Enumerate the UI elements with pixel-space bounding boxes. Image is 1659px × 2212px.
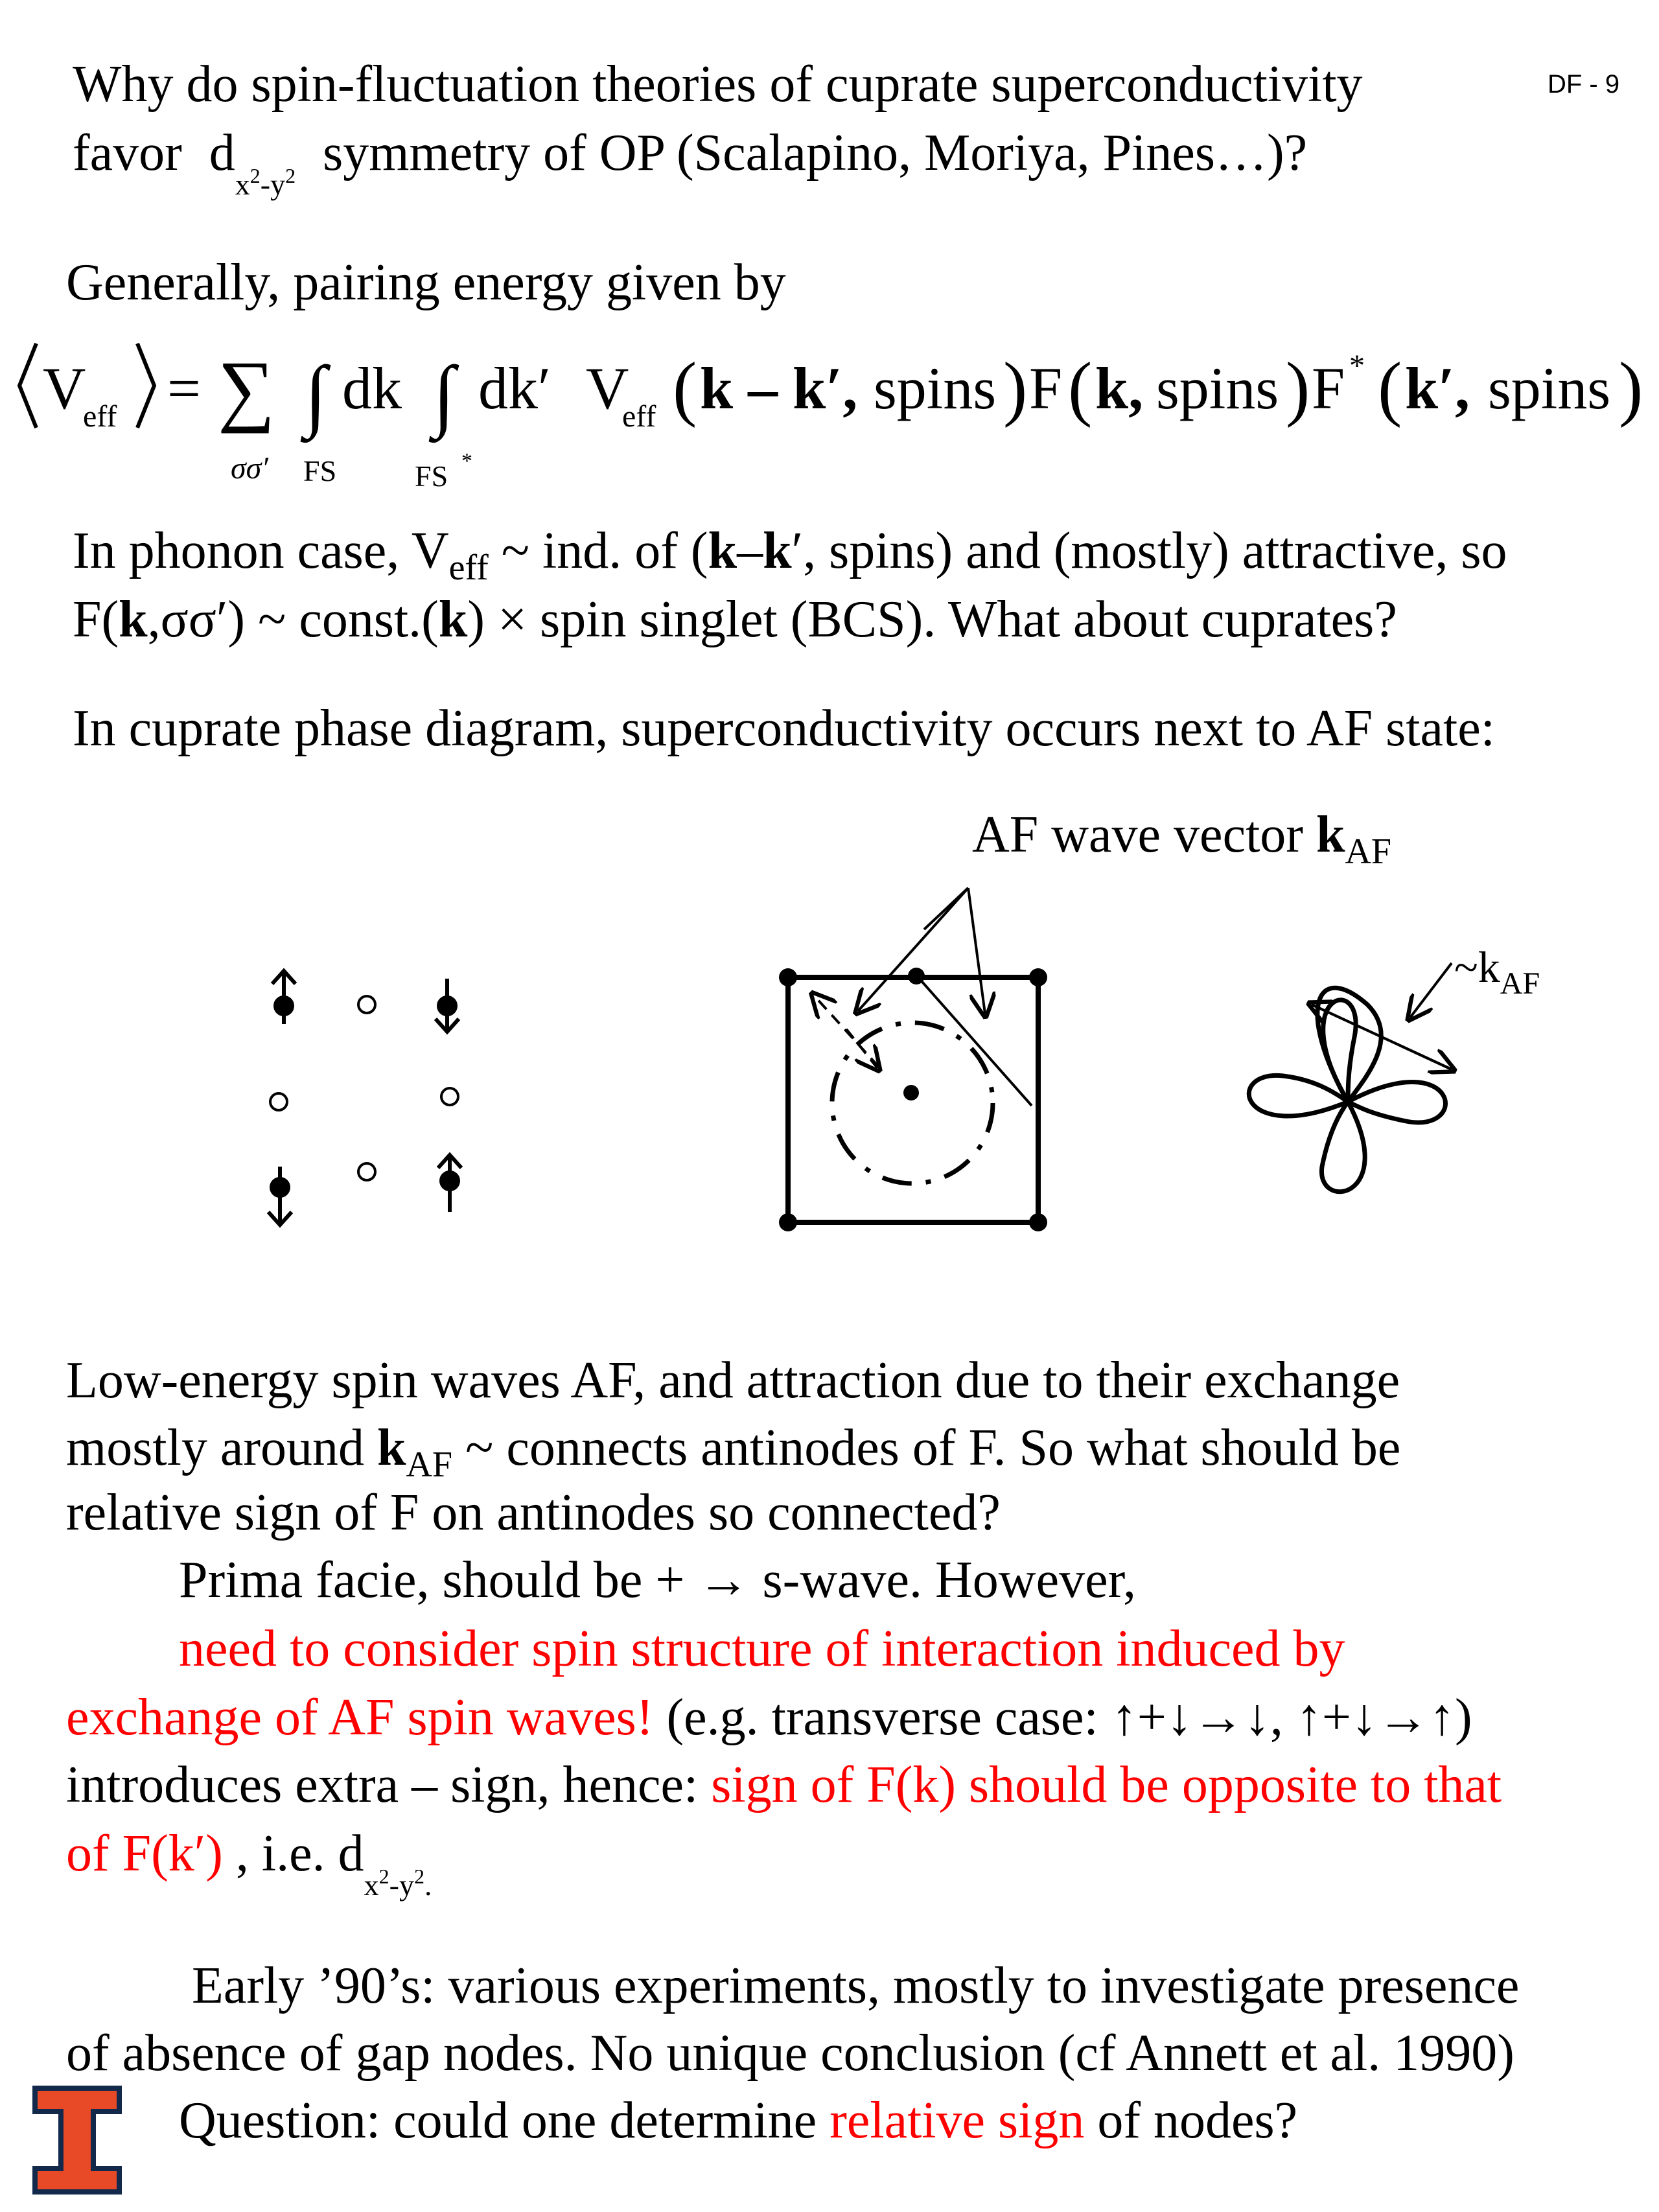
- footer-line-2: of absence of gap nodes. No unique conclusion (cf Annett et al. 1990): [66, 2025, 1514, 2082]
- svg-text:FS: FS: [415, 460, 448, 493]
- svg-text:*: *: [1349, 349, 1365, 383]
- svg-text:(: (: [1068, 348, 1093, 428]
- pairing-energy-equation: [0, 305, 1659, 499]
- body-line-3: relative sign of F on antinodes so connected?: [66, 1484, 1001, 1541]
- svg-text:eff: eff: [622, 399, 656, 434]
- footer-line-3: Question: could one determine relative sign of nodes?: [179, 2092, 1298, 2149]
- body-line-7: introduces extra – sign, hence: sign of F(k) should be opposite to that: [66, 1756, 1502, 1813]
- svg-text:): ): [1286, 348, 1310, 428]
- phonon-line-2: F(k,σσ′) ~ const.(k) × spin singlet (BCS). What about cuprates?: [73, 591, 1397, 648]
- af-diagrams: [0, 797, 1659, 1264]
- brillouin-zone-diagram: [779, 888, 1047, 1231]
- spin-lattice-diagram: [268, 971, 461, 1225]
- svg-text:∫: ∫: [305, 350, 327, 439]
- svg-text:): ): [1003, 348, 1028, 428]
- svg-text:dk: dk: [342, 355, 402, 421]
- body-line-5: need to consider spin structure of interaction induced by: [179, 1620, 1345, 1677]
- intro-text: Generally, pairing energy given by: [66, 254, 786, 311]
- d-symbol: d: [209, 124, 235, 181]
- illinois-logo: [29, 2082, 126, 2198]
- kaf-label: $\sim k_{AF}$: [1454, 942, 1540, 1001]
- slide-number: DF - 9: [1548, 70, 1620, 99]
- body-line-8: of F(k′) , i.e. $d_{x^2-y^2.}$: [66, 1825, 432, 1902]
- svg-text:spins: spins: [1488, 355, 1611, 421]
- d-symbol-2: d: [338, 1825, 364, 1882]
- body-line-2: mostly around $k_{AF}$ ~ connects antinodes of F. So what should be: [66, 1419, 1401, 1485]
- phonon-line-1: In phonon case, $V_{eff}$ ~ ind. of (k–k′, spins) and (mostly) attractive, so: [73, 522, 1507, 588]
- title-line-2: favor $d_{x^2-y^2}$ symmetry of OP (Scalapino, Moriya, Pines…)?: [73, 124, 1308, 201]
- svg-text:(: (: [1378, 348, 1402, 428]
- svg-text:spins: spins: [874, 355, 997, 421]
- svg-text:spins: spins: [1156, 355, 1279, 421]
- svg-text:k,: k,: [1095, 355, 1144, 421]
- svg-text:eff: eff: [83, 399, 117, 434]
- title-line-1: Why do spin-fluctuation theories of cuprate superconductivity: [73, 56, 1363, 113]
- svg-text:k′,: k′,: [1405, 355, 1470, 421]
- svg-text:∫: ∫: [433, 350, 455, 439]
- af-wave-vector-label: AF wave vector $k_{AF}$: [972, 806, 1392, 872]
- svg-text:k – k′,: k – k′,: [700, 355, 858, 421]
- svg-text:V: V: [586, 355, 629, 421]
- svg-text:F: F: [1029, 355, 1063, 421]
- body-line-1: Low-energy spin waves AF, and attraction due to their exchange: [66, 1352, 1400, 1409]
- svg-text:*: *: [461, 449, 472, 473]
- svg-text:σσ′: σσ′: [231, 451, 268, 485]
- svg-text:dk′: dk′: [478, 355, 551, 421]
- body-line-4: Prima facie, should be + → s-wave. However,: [179, 1552, 1137, 1609]
- footer-line-1: Early ’90’s: various experiments, mostly to investigate presence: [192, 1957, 1520, 2014]
- svg-text:∑: ∑: [218, 345, 275, 434]
- svg-text:FS: FS: [303, 454, 337, 487]
- phase-diagram-text: In cuprate phase diagram, superconductivity occurs next to AF state:: [73, 700, 1495, 757]
- svg-text:=: =: [167, 355, 201, 421]
- body-line-6: exchange of AF spin waves! (e.g. transverse case: ↑+↓→↓, ↑+↓→↑): [66, 1689, 1472, 1746]
- svg-text:(: (: [673, 348, 697, 428]
- svg-text:): ): [1619, 348, 1643, 428]
- svg-text:V: V: [43, 355, 86, 421]
- d-wave-gap-diagram: [1249, 963, 1452, 1192]
- svg-text:F: F: [1312, 355, 1345, 421]
